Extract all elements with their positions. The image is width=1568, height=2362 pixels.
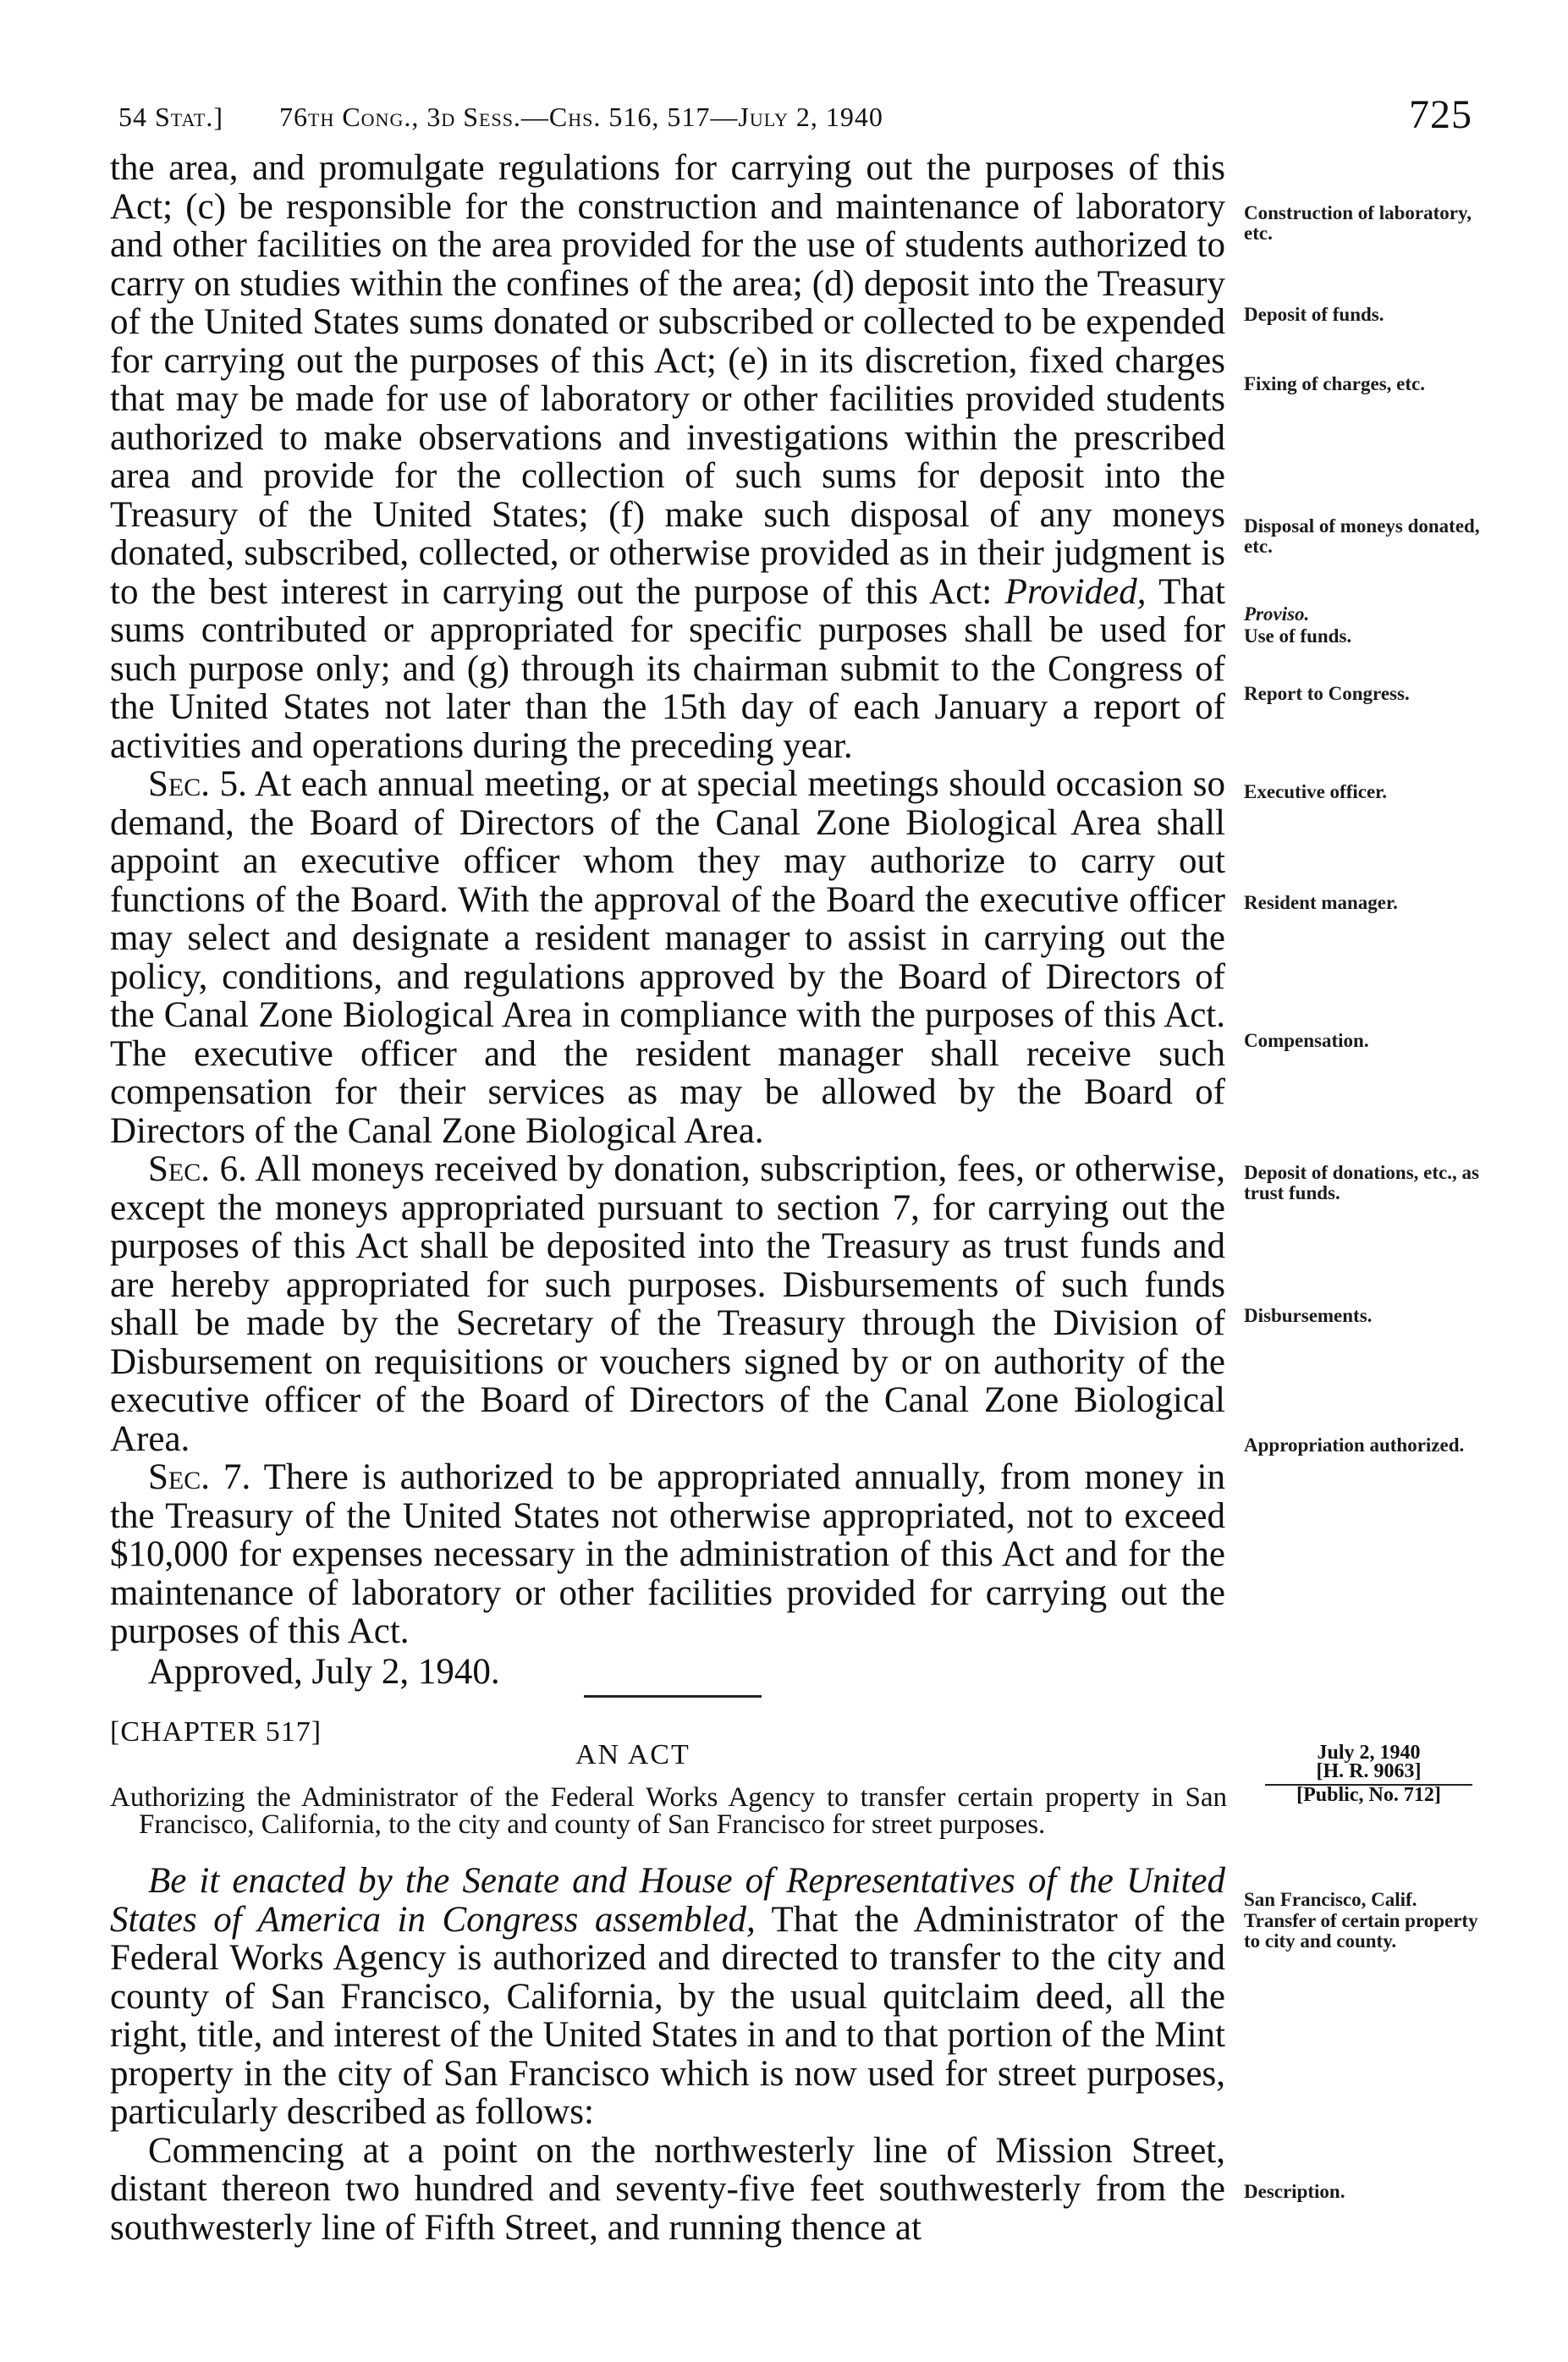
congress-session-line: 76th Cong., 3d Sess.—Chs. 516, 517—July 2, 1940 [279,102,883,132]
page-header [118,91,1472,142]
section-5: Sec. 5. At each annual meeting, or at special meetings should occasion so demand, the Board of Directors of the Canal Zone Biological Area shall appoint an executive officer whom they may authorize to carry out functions of the Board. With the approval of the Board the executive officer may select and designate a resident manager to assist in carrying out the policy, conditions, and regulations approved by the Board of Directors of the Canal Zone Biological Area in compliance with the purposes of this Act. The executive officer and the resident manager shall receive such compensation for their services as may be allowed by the Board of Directors of the Canal Zone Biological Area. [110,764,1225,1151]
main-text [110,149,1225,1691]
section-7: Sec. 7. There is authorized to be appropriated annually, from money in the Treasury of the United States not otherwise appropriated, not to exceed $10,000 for expenses necessary in the administration of this Act and for the maintenance of laboratory or other facilities provided for carrying out the purposes of this Act. [110,1457,1225,1651]
section-label: Sec. 6. [148,1149,247,1189]
margin-note: Transfer of certain property to city and county. [1244,1910,1478,1952]
approval-line: Approved, July 2, 1940. [148,1651,500,1692]
chapter-divider [584,1695,762,1698]
margin-note: Resident manager. [1244,892,1398,913]
description-paragraph: Commencing at a point on the northwesterly line of Mission Street, distant thereon two hundred and seventy-five feet southwesterly from the southwesterly line of Fifth Street, and running thence at [110,2130,1225,2248]
margin-note: Executive officer. [1244,781,1388,802]
public-law-number: [Public, No. 712] [1296,1784,1441,1806]
act-date-block [1265,1743,1472,1804]
margin-note: Compensation. [1244,1030,1369,1051]
margin-note: Deposit of funds. [1244,304,1384,325]
section-label: Sec. 7. [148,1457,251,1497]
margin-note: Construction of laboratory, etc. [1244,202,1472,244]
margin-note: Report to Congress. [1244,683,1410,704]
margin-note: Disposal of moneys donated, etc. [1244,515,1480,557]
provided-keyword: Provided, [1004,571,1147,612]
margin-note: Use of funds. [1244,625,1352,647]
margin-note: San Francisco, Calif. [1244,1889,1417,1910]
margin-note: Appropriation authorized. [1244,1434,1465,1456]
paragraph-continuation: the area, and promulgate regulations for carrying out the purposes of this Act; (c) be responsible for the construction and maintenance of laboratory and other facilities on the area provided for the use of students authorized to carry on studies within the confines of the area; (d) deposit into the Treasury of the United States sums donated or subscribed or collected to be expended for carrying out the purposes of this Act; (e) in its discretion, fixed charges that may be made for use of laboratory or other facilities provided students authorized to make observations and investigations within the prescribed area and provide for the collection of such sums for deposit into the Treasury of the United States; (f) make such disposal of any moneys donated, subscribed, collected, or otherwise provided as in their judgment is to the best interest in carrying out the purpose of this Act: Provided, That sums contributed or appropriated for specific purposes shall be used for such purpose only; and (g) through its chairman submit to the Congress of the United States not later than the 15th day of each January a report of activities and operations during the preceding year. [110,148,1225,766]
margin-note: Deposit of donations, etc., as trust funds. [1244,1162,1479,1203]
margin-note: Disbursements. [1244,1305,1373,1326]
act-summary: Authorizing the Administrator of the Federal Works Agency to transfer certain property in San Francisco, California, to the city and county of San Francisco for street purposes. [110,1782,1227,1840]
enacting-paragraph: Be it enacted by the Senate and House of Representatives of the United States of America in Congress assembled, That the Administrator of the Federal Works Agency is authorized and directed to transfer to the city and county of San Francisco, California, by the usual quitclaim deed, all the right, title, and interest of the United States in and to that portion of the Mint property in the city of San Francisco which is now used for street purposes, particularly described as follows: [110,1861,1225,2132]
act-date: July 2, 1940 [1317,1742,1421,1764]
section-6: Sec. 6. All moneys received by donation, subscription, fees, or otherwise, except the moneys appropriated pursuant to section 7, for carrying out the purposes of this Act shall be deposited into the Treasury as trust funds and are hereby appropriated for such purposes. Disbursements of such funds shall be made by the Secretary of the Treasury through the Division of Disbursement on requisitions or vouchers signed by or on authority of the executive officer of the Board of Directors of the Canal Zone Biological Area. [110,1149,1225,1459]
enactment-text [110,1862,1225,2247]
statute-volume: 54 Stat.] [118,102,224,132]
margin-note: Fixing of charges, etc. [1244,373,1425,394]
section-label: Sec. 5. [148,764,247,804]
an-act-heading: AN ACT [575,1739,690,1770]
enacting-clause: Be it enacted by the Senate and House of Representatives of the United States of America in Congress assembled, [110,1861,1225,1940]
bill-number: [H. R. 9063] [1265,1762,1472,1786]
page-number: 725 [1409,92,1472,137]
margin-note: Proviso. [1244,603,1310,625]
chapter-heading: [CHAPTER 517] [110,1716,322,1748]
margin-note: Description. [1244,2181,1345,2202]
